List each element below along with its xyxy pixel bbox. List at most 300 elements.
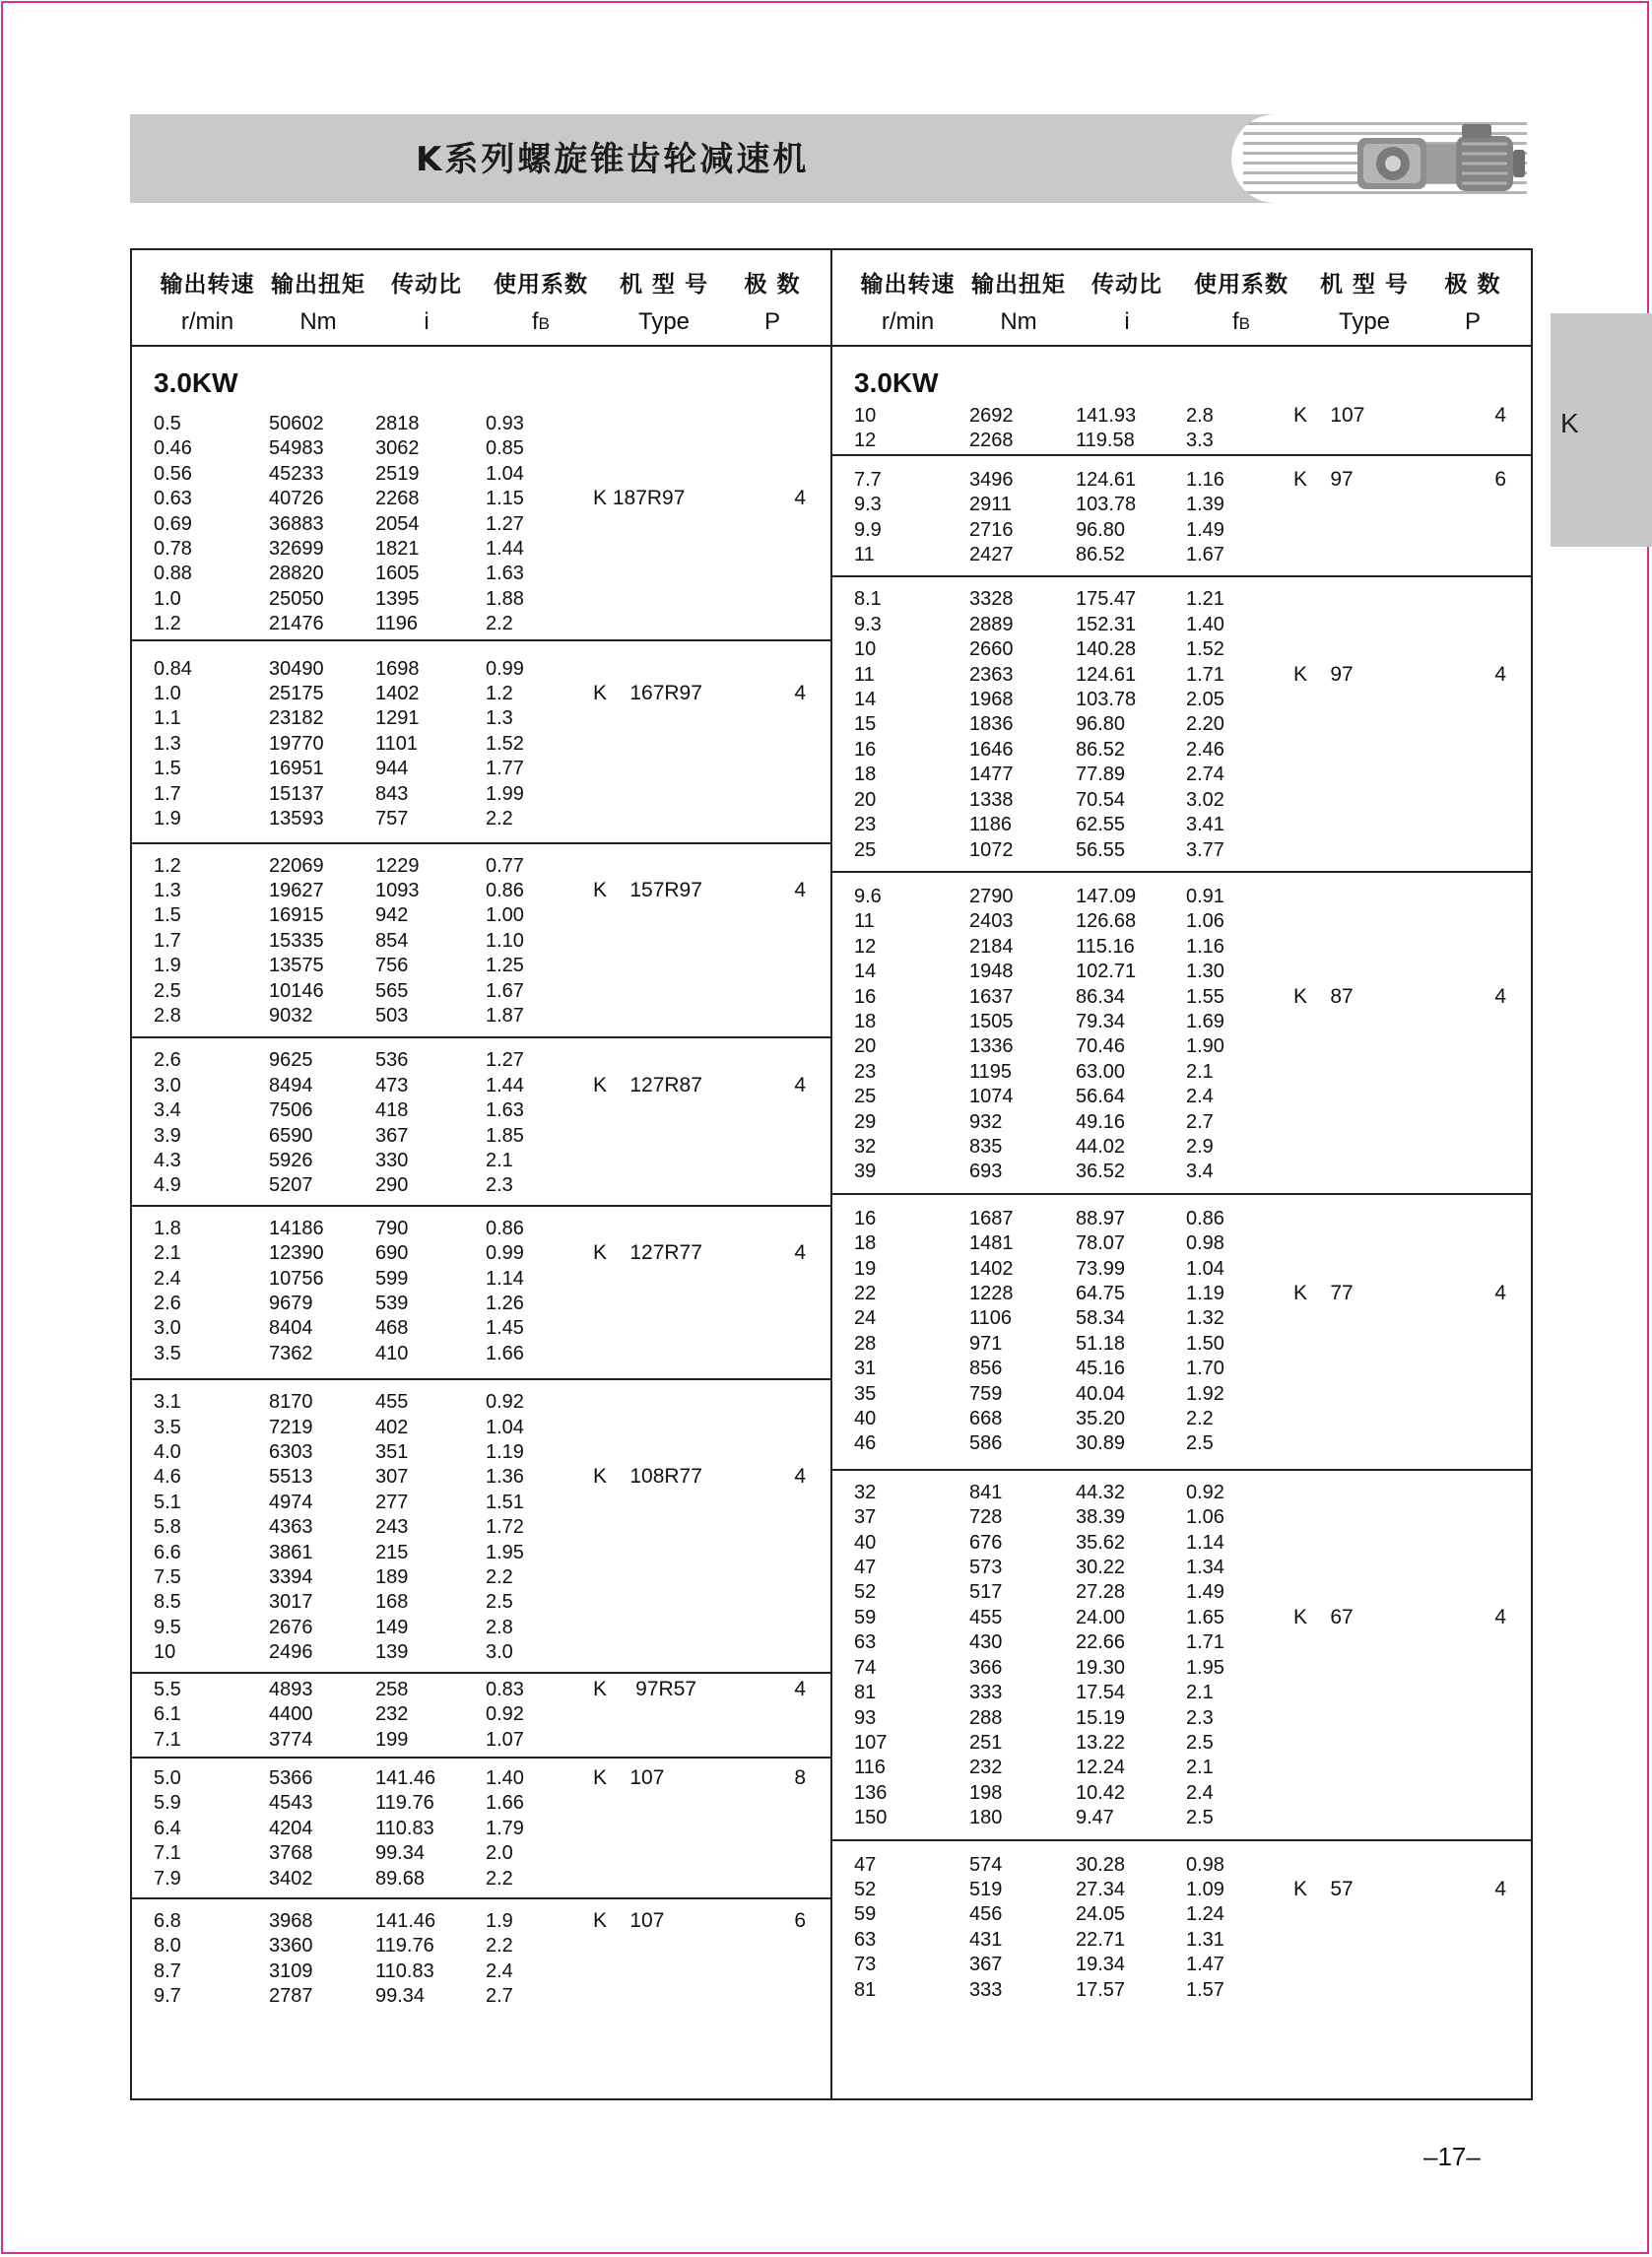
ratio-cell: 168 (375, 1591, 409, 1614)
ratio-cell: 330 (375, 1149, 409, 1171)
speed-cell: 1.5 (154, 758, 181, 780)
factor-cell: 0.93 (486, 413, 524, 434)
torque-cell: 36883 (269, 512, 324, 535)
speed-cell: 59 (854, 1606, 877, 1628)
factor-cell: 1.21 (1186, 588, 1224, 611)
factor-cell: 2.2 (486, 1566, 513, 1589)
torque-cell: 3496 (969, 468, 1014, 491)
page-number: –17– (1423, 2142, 1481, 2171)
group-rows (850, 587, 1293, 862)
factor-cell: 0.99 (486, 1242, 524, 1265)
factor-cell: 2.1 (486, 1149, 513, 1171)
ratio-cell: 40.04 (1076, 1382, 1126, 1405)
speed-cell: 1.8 (154, 1217, 181, 1239)
pole-count: 4 (794, 1073, 806, 1096)
ratio-cell: 103.78 (1076, 494, 1137, 516)
ratio-cell: 30.89 (1076, 1432, 1126, 1455)
group-rows (850, 404, 1293, 454)
torque-cell: 25050 (269, 587, 324, 610)
torque-cell: 32699 (269, 538, 324, 561)
speed-cell: 9.7 (154, 1985, 181, 2008)
ratio-cell: 62.55 (1076, 814, 1126, 836)
speed-cell: 6.4 (154, 1817, 181, 1839)
factor-cell: 1.19 (1186, 1283, 1224, 1304)
speed-cell: 1.7 (154, 782, 181, 805)
torque-cell: 4974 (269, 1491, 313, 1513)
speed-cell: 1.3 (154, 732, 181, 755)
torque-cell: 1481 (969, 1232, 1014, 1255)
pole-count: 6 (1494, 467, 1506, 491)
speed-cell: 3.0 (154, 1074, 181, 1096)
ratio-cell: 258 (375, 1678, 409, 1700)
ratio-cell: 38.39 (1076, 1506, 1126, 1529)
torque-cell: 1477 (969, 763, 1014, 786)
torque-cell: 12390 (269, 1242, 324, 1265)
factor-cell: 3.3 (1186, 430, 1214, 452)
factor-cell: 1.69 (1186, 1010, 1224, 1032)
ratio-cell: 565 (375, 979, 409, 1002)
speed-cell: 11 (854, 663, 875, 686)
torque-cell: 40726 (269, 488, 324, 510)
ratio-cell: 110.83 (375, 1817, 434, 1839)
factor-cell: 1.44 (486, 538, 524, 561)
factor-cell: 1.16 (1186, 468, 1224, 491)
ratio-cell: 86.52 (1076, 544, 1126, 566)
factor-cell: 1.44 (486, 1074, 524, 1096)
speed-cell: 15 (854, 713, 877, 736)
factor-cell: 1.30 (1186, 961, 1224, 983)
speed-cell: 18 (854, 1010, 877, 1032)
torque-cell: 19770 (269, 732, 324, 755)
factor-cell: 1.15 (486, 488, 524, 510)
model-type: K 107 (593, 1765, 665, 1789)
speed-cell: 2.1 (154, 1242, 181, 1265)
torque-cell: 2787 (269, 1985, 313, 2008)
torque-cell: 9679 (269, 1293, 313, 1314)
ratio-cell: 175.47 (1076, 588, 1137, 611)
factor-cell: 1.95 (486, 1541, 524, 1563)
speed-cell: 14 (854, 689, 877, 711)
torque-cell: 1195 (969, 1060, 1013, 1083)
group-rows (150, 657, 593, 832)
model-type: K 167R97 (593, 682, 702, 705)
model-group (132, 1380, 830, 1673)
torque-cell: 3402 (269, 1867, 313, 1890)
factor-cell: 0.85 (486, 437, 524, 460)
group-rows (150, 1390, 593, 1665)
factor-cell: 0.91 (1186, 885, 1224, 907)
torque-cell: 971 (969, 1332, 1003, 1355)
speed-cell: 16 (854, 985, 877, 1008)
model-group (132, 1674, 830, 1759)
ratio-cell: 351 (375, 1441, 409, 1464)
pole-count: 4 (1494, 404, 1506, 427)
torque-cell: 180 (969, 1807, 1003, 1829)
factor-cell: 1.16 (1186, 935, 1224, 958)
ratio-cell: 854 (375, 929, 409, 952)
speed-cell: 23 (854, 814, 877, 836)
section-tab-label: K (1560, 408, 1579, 438)
group-rows (850, 1207, 1293, 1457)
speed-cell: 1.9 (154, 955, 181, 977)
right-column (831, 249, 1532, 2099)
speed-cell: 0.84 (154, 657, 192, 680)
factor-cell: 1.66 (486, 1792, 524, 1815)
speed-cell: 0.5 (154, 413, 181, 434)
torque-cell: 2403 (969, 910, 1014, 933)
factor-cell: 1.25 (486, 955, 524, 977)
speed-cell: 8.1 (854, 588, 882, 611)
torque-cell: 8404 (269, 1317, 313, 1340)
ratio-cell: 36.52 (1076, 1161, 1126, 1183)
speed-cell: 1.0 (154, 683, 181, 705)
model-type: K 187R97 (593, 487, 686, 510)
factor-cell: 1.34 (1186, 1557, 1224, 1579)
torque-cell: 456 (969, 1903, 1003, 1926)
pole-count: 4 (794, 487, 806, 510)
speed-cell: 16 (854, 1207, 877, 1229)
model-type: K 127R87 (593, 1073, 702, 1096)
factor-cell: 3.02 (1186, 788, 1224, 811)
factor-cell: 2.4 (486, 1959, 513, 1982)
torque-cell: 1402 (969, 1257, 1014, 1280)
speed-cell: 25 (854, 838, 877, 861)
factor-cell: 1.04 (1186, 1257, 1224, 1280)
torque-cell: 9625 (269, 1049, 313, 1072)
speed-cell: 1.7 (154, 929, 181, 952)
torque-cell: 7362 (269, 1342, 313, 1364)
ratio-cell: 536 (375, 1049, 409, 1072)
pole-count: 4 (1494, 662, 1506, 686)
speed-cell: 31 (854, 1358, 877, 1380)
factor-cell: 0.86 (486, 1217, 524, 1239)
ratio-cell: 1101 (375, 732, 419, 755)
ratio-cell: 78.07 (1076, 1232, 1126, 1255)
ratio-cell: 13.22 (1076, 1731, 1126, 1754)
ratio-cell: 307 (375, 1466, 409, 1489)
speed-cell: 3.5 (154, 1342, 181, 1364)
group-rows (150, 854, 593, 1029)
speed-cell: 1.2 (154, 613, 181, 635)
factor-cell: 1.39 (1186, 494, 1224, 516)
factor-cell: 2.74 (1186, 763, 1224, 786)
speed-cell: 8.7 (154, 1959, 181, 1982)
factor-cell: 3.77 (1186, 838, 1224, 861)
model-group (132, 398, 830, 641)
ratio-cell: 1395 (375, 587, 420, 610)
ratio-cell: 44.02 (1076, 1135, 1126, 1158)
torque-cell: 288 (969, 1706, 1003, 1729)
speed-cell: 9.5 (154, 1616, 181, 1638)
factor-cell: 2.5 (486, 1591, 513, 1614)
speed-cell: 40 (854, 1531, 877, 1554)
header-torque-cn: 输出扭矩 (271, 272, 365, 298)
speed-cell: 1.2 (154, 854, 181, 877)
ratio-cell: 10.42 (1076, 1781, 1126, 1804)
header-factor-cn: 使用系数 (494, 272, 588, 298)
speed-cell: 11 (854, 544, 875, 566)
ratio-cell: 944 (375, 758, 409, 780)
speed-cell: 16 (854, 738, 877, 761)
factor-cell: 1.52 (486, 732, 524, 755)
model-group (832, 873, 1531, 1195)
model-group (132, 1038, 830, 1206)
speed-cell: 107 (854, 1731, 888, 1754)
torque-cell: 1186 (969, 814, 1013, 836)
model-type: K 157R97 (593, 878, 702, 901)
ratio-cell: 1821 (375, 538, 420, 561)
speed-cell: 18 (854, 763, 877, 786)
torque-cell: 676 (969, 1531, 1003, 1554)
torque-cell: 932 (969, 1110, 1003, 1133)
factor-cell: 2.8 (486, 1616, 513, 1638)
banner-stripes (1231, 114, 1527, 203)
speed-cell: 3.1 (154, 1391, 181, 1414)
group-rows (150, 1766, 593, 1892)
pole-count: 4 (794, 878, 806, 901)
factor-cell: 1.49 (1186, 518, 1224, 541)
speed-cell: 0.69 (154, 512, 192, 535)
ratio-cell: 1196 (375, 613, 419, 635)
torque-cell: 1687 (969, 1207, 1014, 1229)
ratio-cell: 1291 (375, 707, 420, 730)
ratio-cell: 1605 (375, 563, 420, 585)
torque-cell: 45233 (269, 462, 324, 485)
ratio-cell: 152.31 (1076, 613, 1137, 635)
speed-cell: 35 (854, 1382, 877, 1405)
speed-cell: 5.5 (154, 1678, 181, 1700)
factor-cell: 2.8 (1186, 405, 1214, 427)
torque-cell: 367 (969, 1954, 1003, 1976)
header-poles-cn: 极 数 (744, 272, 801, 298)
group-rows (150, 1048, 593, 1198)
ratio-cell: 290 (375, 1174, 409, 1197)
header-ratio-cn: 传动比 (1091, 272, 1162, 298)
factor-cell: 1.67 (486, 979, 524, 1002)
header-type-cn: 机 型 号 (1319, 272, 1409, 298)
ratio-cell: 110.83 (375, 1959, 434, 1982)
model-type: K 67 (1293, 1605, 1354, 1628)
pole-count: 4 (794, 1677, 806, 1700)
torque-cell: 3109 (269, 1959, 313, 1982)
ratio-cell: 2054 (375, 512, 420, 535)
factor-cell: 1.24 (1186, 1903, 1224, 1926)
header-poles-en: P (1464, 308, 1481, 335)
speed-cell: 47 (854, 1853, 877, 1876)
torque-cell: 2660 (969, 638, 1014, 661)
speed-cell: 74 (854, 1656, 877, 1679)
ratio-cell: 539 (375, 1293, 409, 1314)
torque-cell: 668 (969, 1408, 1003, 1430)
torque-cell: 1637 (969, 985, 1014, 1008)
header-speed-cn: 输出转速 (160, 272, 255, 298)
model-group (832, 1841, 1531, 2011)
torque-cell: 21476 (269, 613, 324, 635)
factor-cell: 1.27 (486, 512, 524, 535)
torque-cell: 1968 (969, 689, 1014, 711)
ratio-cell: 56.55 (1076, 838, 1126, 861)
torque-cell: 1106 (969, 1307, 1013, 1330)
ratio-cell: 1229 (375, 854, 420, 877)
torque-cell: 856 (969, 1358, 1003, 1380)
speed-cell: 0.46 (154, 437, 192, 460)
torque-cell: 1228 (969, 1283, 1014, 1304)
factor-cell: 1.04 (486, 462, 524, 485)
torque-cell: 13575 (269, 955, 324, 977)
ratio-cell: 2519 (375, 462, 420, 485)
torque-cell: 835 (969, 1135, 1003, 1158)
speed-cell: 5.9 (154, 1792, 181, 1815)
torque-cell: 7219 (269, 1416, 313, 1438)
factor-cell: 1.32 (1186, 1307, 1224, 1330)
torque-cell: 22069 (269, 854, 324, 877)
model-group (132, 1207, 830, 1380)
factor-cell: 1.66 (486, 1342, 524, 1364)
ratio-cell: 17.54 (1076, 1682, 1126, 1704)
ratio-cell: 189 (375, 1566, 409, 1589)
speed-cell: 6.1 (154, 1703, 181, 1726)
speed-cell: 4.9 (154, 1174, 181, 1197)
torque-cell: 4204 (269, 1817, 313, 1839)
ratio-cell: 17.57 (1076, 1978, 1126, 2001)
speed-cell: 63 (854, 1928, 877, 1951)
factor-cell: 2.5 (1186, 1807, 1214, 1829)
speed-cell: 2.6 (154, 1293, 181, 1314)
torque-cell: 3768 (269, 1842, 313, 1865)
factor-cell: 1.19 (486, 1441, 524, 1464)
factor-cell: 1.79 (486, 1817, 524, 1839)
speed-cell: 28 (854, 1332, 877, 1355)
factor-cell: 1.10 (486, 929, 524, 952)
model-group (832, 1195, 1531, 1471)
speed-cell: 0.63 (154, 488, 192, 510)
factor-cell: 1.09 (1186, 1878, 1224, 1900)
torque-cell: 251 (969, 1731, 1003, 1754)
header-poles-cn: 极 数 (1444, 272, 1501, 298)
header-speed-en: r/min (881, 308, 935, 335)
pole-count: 4 (1494, 1281, 1506, 1304)
speed-cell: 52 (854, 1581, 877, 1604)
speed-cell: 1.9 (154, 808, 181, 830)
speed-cell: 7.1 (154, 1842, 181, 1865)
torque-cell: 5926 (269, 1149, 313, 1171)
torque-cell: 3360 (269, 1935, 313, 1958)
torque-cell: 5207 (269, 1174, 313, 1197)
speed-cell: 6.6 (154, 1541, 181, 1563)
torque-cell: 430 (969, 1631, 1003, 1654)
speed-cell: 8.0 (154, 1935, 181, 1958)
group-rows (150, 1909, 593, 2010)
torque-cell: 4400 (269, 1703, 313, 1726)
ratio-cell: 89.68 (375, 1867, 426, 1890)
speed-cell: 7.1 (154, 1728, 181, 1751)
speed-cell: 3.0 (154, 1317, 181, 1340)
model-type: K 107 (1293, 404, 1365, 427)
model-type: K 127R77 (593, 1241, 702, 1265)
speed-cell: 9.3 (854, 613, 882, 635)
speed-cell: 81 (854, 1682, 877, 1704)
factor-cell: 2.4 (1186, 1781, 1214, 1804)
spec-table (130, 248, 1533, 2100)
torque-cell: 2268 (969, 430, 1014, 452)
torque-cell: 2427 (969, 544, 1014, 566)
factor-cell: 1.71 (1186, 663, 1224, 686)
speed-cell: 18 (854, 1232, 877, 1255)
factor-cell: 1.55 (1186, 985, 1224, 1008)
speed-cell: 1.0 (154, 587, 181, 610)
ratio-cell: 367 (375, 1124, 409, 1147)
ratio-cell: 1093 (375, 879, 420, 901)
speed-cell: 32 (854, 1135, 877, 1158)
pole-count: 4 (794, 682, 806, 705)
speed-cell: 11 (854, 910, 875, 933)
ratio-cell: 141.46 (375, 1766, 436, 1789)
ratio-cell: 19.34 (1076, 1954, 1126, 1976)
factor-cell: 3.0 (486, 1641, 513, 1664)
factor-cell: 0.92 (486, 1703, 524, 1726)
ratio-cell: 140.28 (1076, 638, 1137, 661)
factor-cell: 1.2 (486, 683, 513, 705)
speed-cell: 0.88 (154, 563, 192, 585)
torque-cell: 16915 (269, 904, 324, 927)
ratio-cell: 473 (375, 1074, 409, 1096)
pole-count: 4 (1494, 984, 1506, 1008)
model-group (832, 398, 1531, 456)
ratio-cell: 126.68 (1076, 910, 1137, 933)
speed-cell: 12 (854, 430, 877, 452)
speed-cell: 81 (854, 1978, 877, 2001)
speed-cell: 32 (854, 1481, 877, 1503)
group-rows (850, 1481, 1293, 1831)
ratio-cell: 22.66 (1076, 1631, 1126, 1654)
ratio-cell: 58.34 (1076, 1307, 1126, 1330)
ratio-cell: 115.16 (1076, 935, 1135, 958)
torque-cell: 1505 (969, 1010, 1014, 1032)
factor-cell: 0.98 (1186, 1853, 1224, 1876)
factor-cell: 0.92 (486, 1391, 524, 1414)
factor-cell: 2.2 (486, 1867, 513, 1890)
speed-cell: 93 (854, 1706, 877, 1729)
header-speed-en: r/min (180, 308, 234, 335)
factor-cell: 0.77 (486, 854, 524, 877)
factor-cell: 0.92 (1186, 1481, 1224, 1503)
ratio-cell: 1698 (375, 657, 420, 680)
factor-cell: 1.70 (1186, 1358, 1224, 1380)
factor-cell: 1.67 (1186, 544, 1224, 566)
group-rows (150, 1678, 593, 1753)
factor-cell: 2.2 (486, 1935, 513, 1958)
torque-cell: 573 (969, 1557, 1003, 1579)
speed-cell: 150 (854, 1807, 888, 1829)
torque-cell: 574 (969, 1853, 1003, 1876)
ratio-cell: 51.18 (1076, 1332, 1126, 1355)
torque-cell: 2496 (269, 1641, 313, 1664)
ratio-cell: 942 (375, 904, 409, 927)
factor-cell: 1.71 (1186, 1631, 1224, 1654)
torque-cell: 1836 (969, 713, 1014, 736)
ratio-cell: 45.16 (1076, 1358, 1126, 1380)
ratio-cell: 24.00 (1076, 1606, 1126, 1628)
factor-cell: 2.9 (1186, 1135, 1214, 1158)
ratio-cell: 790 (375, 1217, 409, 1239)
torque-cell: 2676 (269, 1616, 313, 1638)
factor-cell: 1.40 (486, 1766, 524, 1789)
speed-cell: 7.9 (154, 1867, 181, 1890)
torque-cell: 16951 (269, 758, 324, 780)
model-group (132, 641, 830, 844)
power-rating-left: 3.0KW (154, 367, 238, 398)
factor-cell: 1.47 (1186, 1954, 1224, 1976)
